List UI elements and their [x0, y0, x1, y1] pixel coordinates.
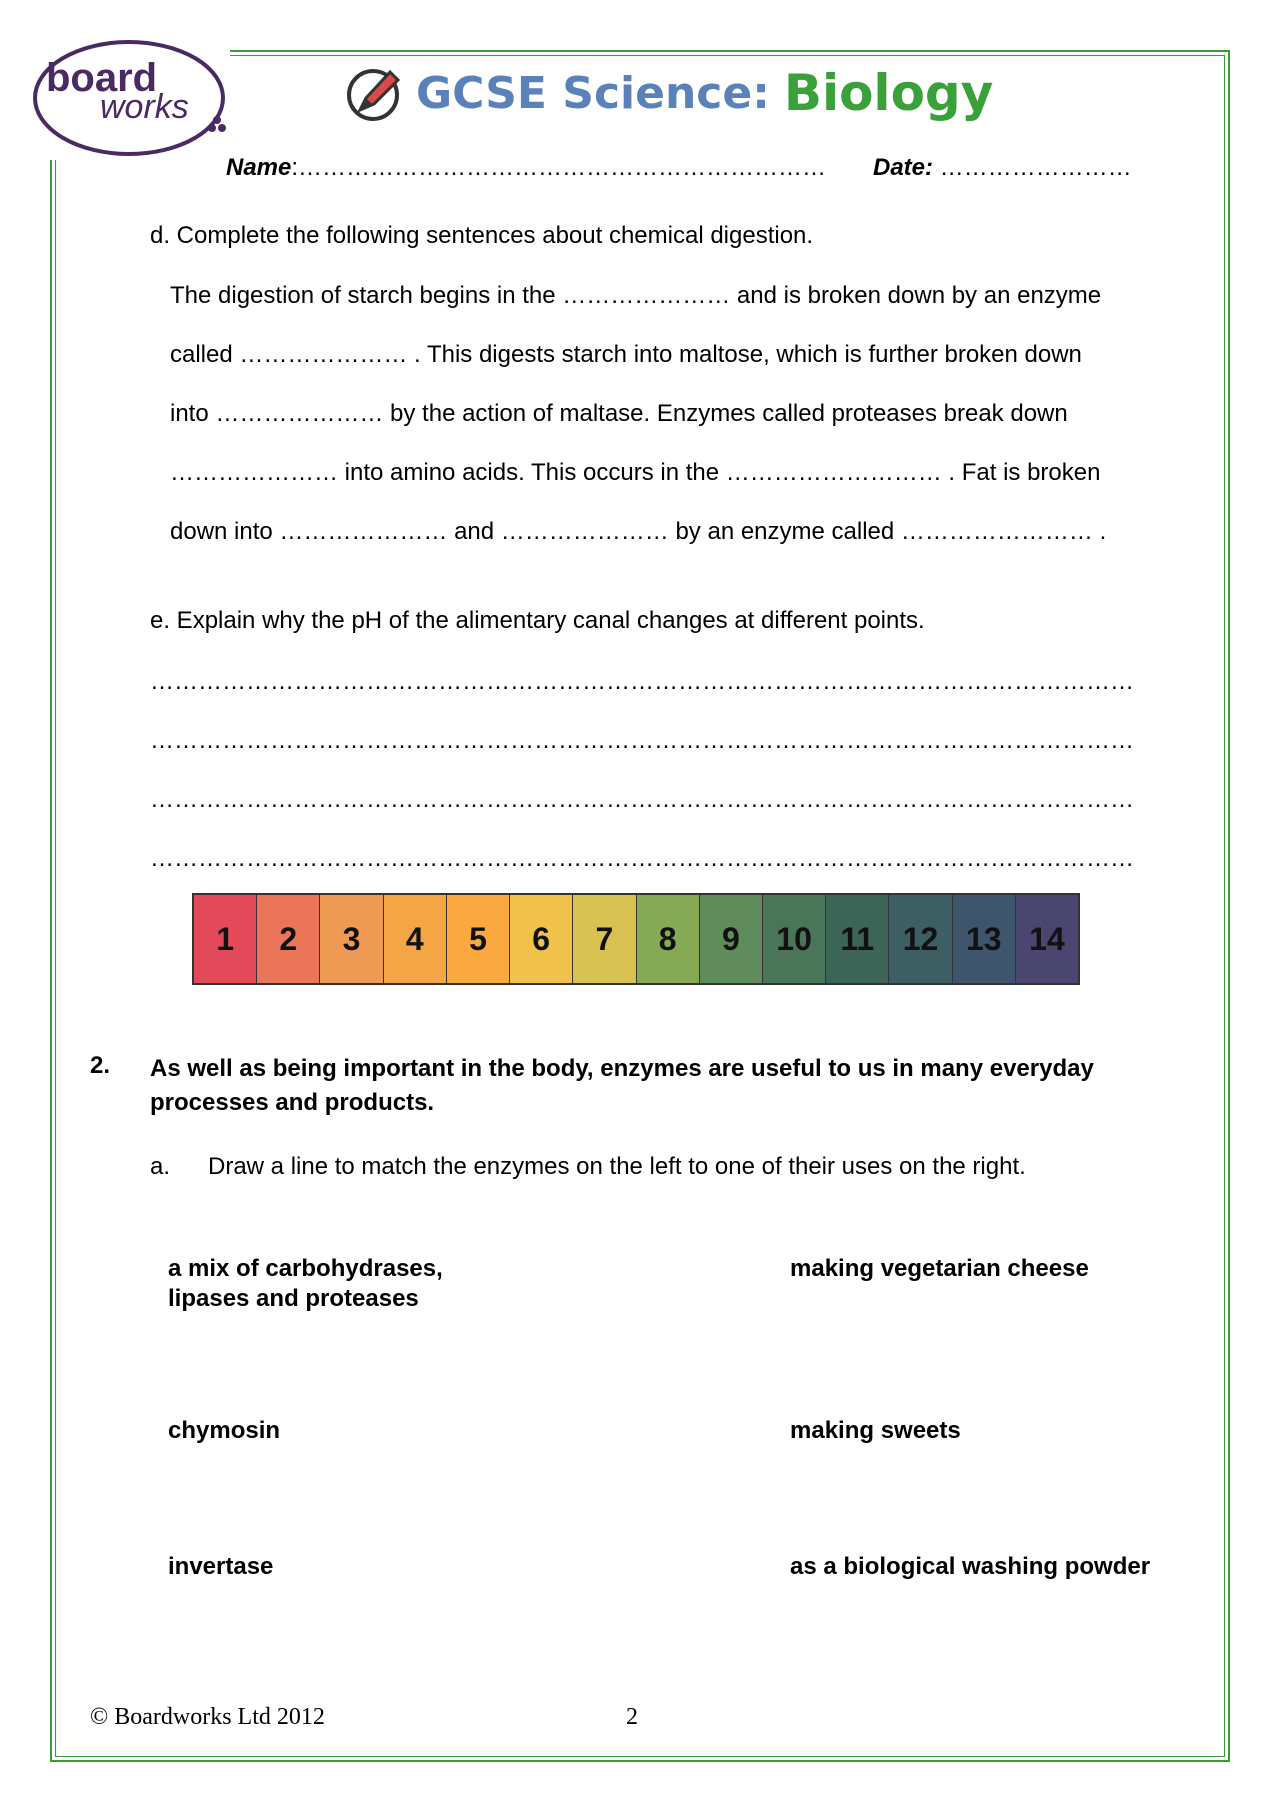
- question-2a-text: Draw a line to match the enzymes on the left to one of their uses on the right.: [208, 1153, 1026, 1180]
- answer-line[interactable]: ……………………………………………………………………………………………………………: [150, 786, 1134, 813]
- match-left-item[interactable]: a mix of carbohydrases, lipases and proteases: [168, 1255, 443, 1312]
- question-d-line[interactable]: The digestion of starch begins in the ………………… and is broken down by an enzyme: [170, 282, 1102, 309]
- name-dots: :…………………………………………………………: [291, 154, 827, 181]
- ph-cell: 1: [194, 895, 257, 983]
- match-right-item[interactable]: as a biological washing powder: [790, 1553, 1151, 1580]
- footer-copyright: © Boardworks Ltd 2012: [90, 1704, 325, 1730]
- match-right-item[interactable]: making sweets: [790, 1417, 961, 1444]
- ph-cell: 14: [1016, 895, 1078, 983]
- ph-cell: 8: [637, 895, 700, 983]
- ph-cell: 3: [320, 895, 383, 983]
- date-label: Date:: [873, 154, 934, 181]
- ph-scale: [192, 893, 1080, 985]
- page-number: 2: [626, 1704, 638, 1730]
- date-field[interactable]: [873, 154, 1132, 182]
- boardworks-logo: [28, 36, 230, 160]
- question-e-prompt: e. Explain why the pH of the alimentary canal changes at different points.: [150, 607, 925, 634]
- page-title: [346, 58, 993, 128]
- title-prefix: GCSE Science:: [416, 67, 770, 119]
- match-left-item[interactable]: chymosin: [168, 1417, 281, 1444]
- ph-cell: 10: [763, 895, 826, 983]
- date-dots: ……………………: [933, 154, 1132, 181]
- ph-cell: 4: [384, 895, 447, 983]
- name-field[interactable]: [226, 154, 826, 182]
- question-d-line[interactable]: down into ………………… and ………………… by an enzyme called …………………… .: [170, 518, 1107, 545]
- match-right-item[interactable]: making vegetarian cheese: [790, 1255, 1089, 1282]
- logo-board-text: board: [46, 56, 158, 100]
- answer-line[interactable]: ……………………………………………………………………………………………………………: [150, 727, 1134, 754]
- ph-cell: 7: [573, 895, 636, 983]
- ph-cell: 9: [700, 895, 763, 983]
- question-2-number: 2.: [90, 1052, 111, 1079]
- ph-cell: 5: [447, 895, 510, 983]
- ph-cell: 11: [826, 895, 889, 983]
- question-d-line[interactable]: called ………………… . This digests starch into maltose, which is further broken down: [170, 341, 1082, 368]
- ph-cell: 2: [257, 895, 320, 983]
- answer-line[interactable]: ……………………………………………………………………………………………………………: [150, 845, 1134, 872]
- ph-cell: 6: [510, 895, 573, 983]
- name-label: Name: [226, 154, 292, 181]
- match-left-item[interactable]: invertase: [168, 1553, 274, 1580]
- logo-works-text: works: [100, 88, 189, 126]
- title-subject: Biology: [783, 64, 994, 122]
- question-d-prompt: d. Complete the following sentences about chemical digestion.: [150, 222, 814, 249]
- question-2-text: As well as being important in the body, enzymes are useful to us in many everyday processes and products.: [150, 1055, 1094, 1116]
- ph-cell: 13: [953, 895, 1016, 983]
- ph-cell: 12: [889, 895, 952, 983]
- question-2a-label: a.: [150, 1153, 171, 1180]
- question-d-line[interactable]: into ………………… by the action of maltase. Enzymes called proteases break down: [170, 400, 1068, 427]
- pencil-icon: [346, 64, 404, 122]
- question-d-line[interactable]: ………………… into amino acids. This occurs in the ……………………… . Fat is broken: [170, 459, 1101, 486]
- answer-line[interactable]: ……………………………………………………………………………………………………………: [150, 668, 1134, 695]
